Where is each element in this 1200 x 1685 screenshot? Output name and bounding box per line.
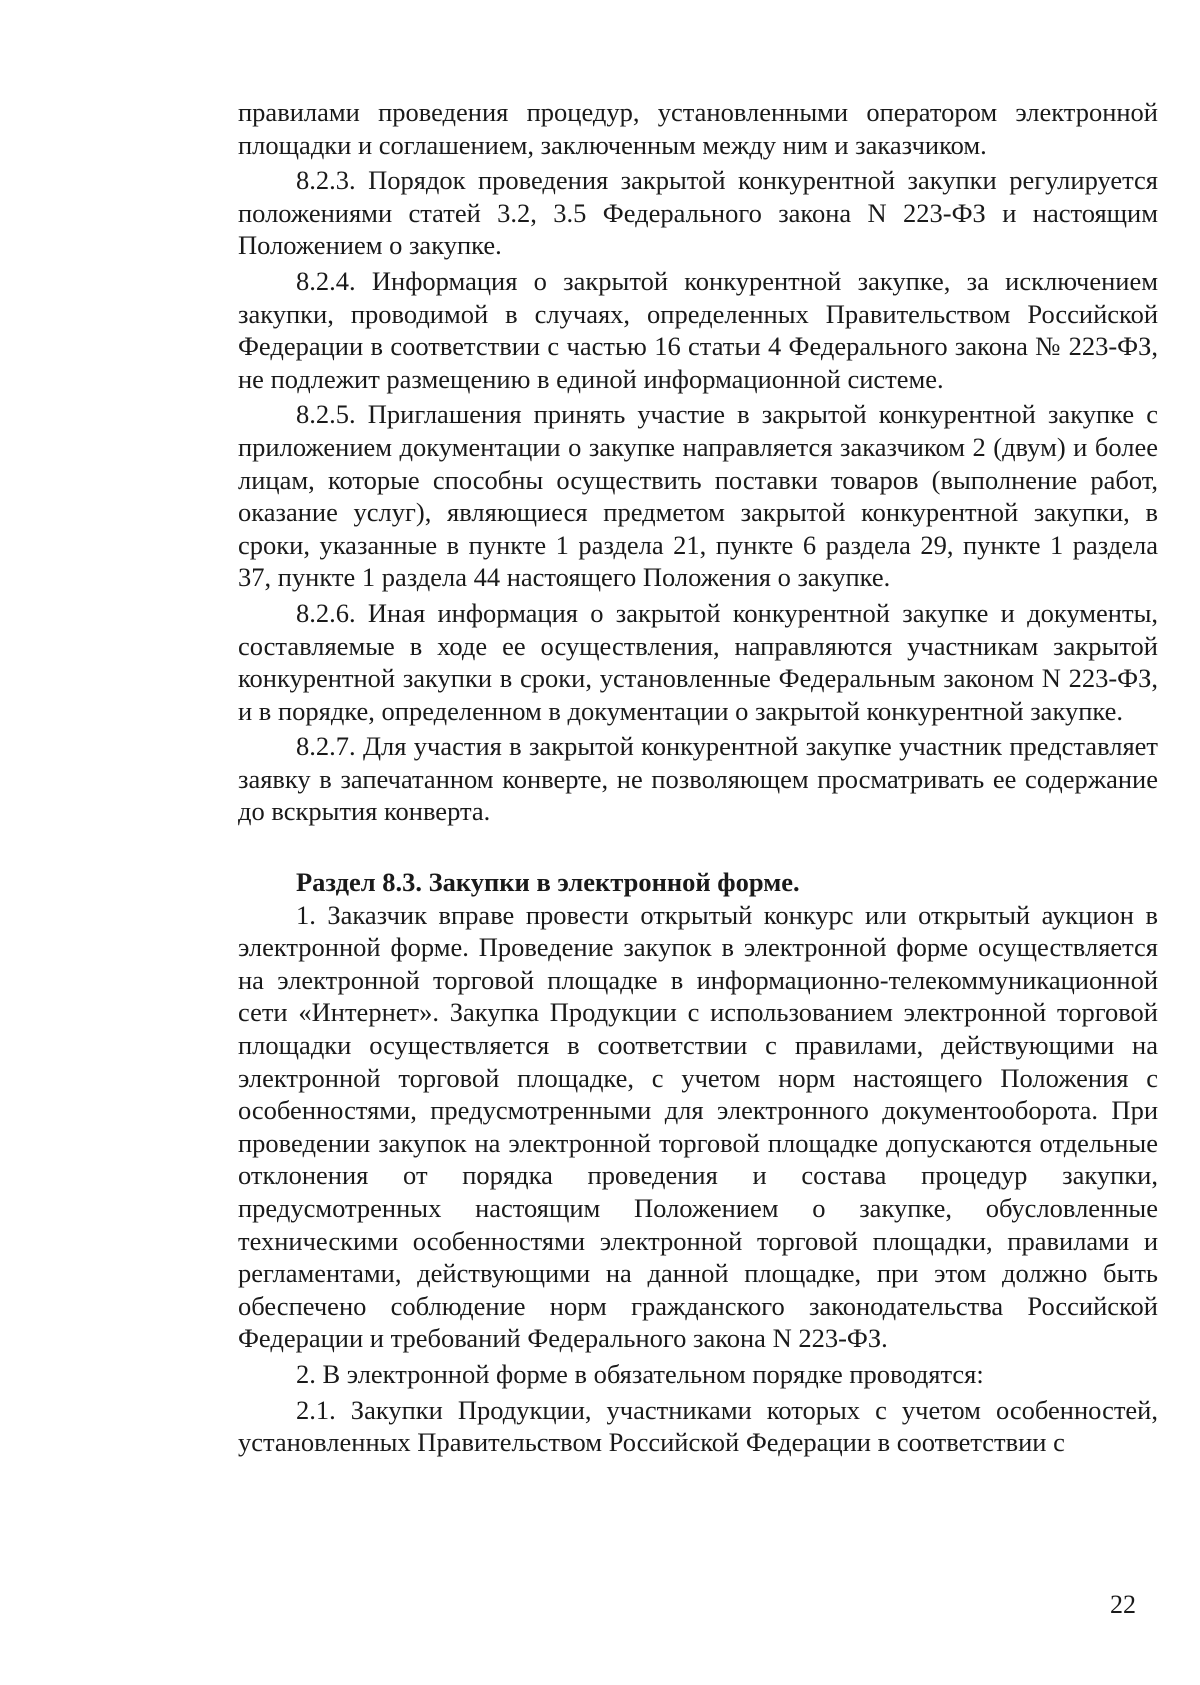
section-heading: Раздел 8.3. Закупки в электронной форме. [296, 867, 800, 898]
section-paragraph-1: 1. Заказчик вправе провести открытый конкурс или открытый аукцион в электронной форме. Проведение закупок в электронной форме осуществляется на электронной торговой площадке в информационно-телекоммуникационной сети «Интернет». Закупка Продукции с использованием электронной торговой площадки осуществляется в соответствии с правилами, действующими на электронной торговой площадке, с учетом норм настоящего Положения с особенностями, предусмотренными для электронного документооборота. При проведении закупок на электронной торговой площадке допускаются отдельные отклонения от порядка проведения и состава процедур закупки, предусмотренных настоящим Положением о закупке, обусловленные техническими особенностями электронной торговой площадки, правилами и регламентами, действующими на данной площадке, при этом должно быть обеспечено соблюдение норм гражданского законодательства Российской Федерации и требований Федерального закона N 223-ФЗ. [238, 899, 1158, 1354]
paragraph-8-2-7: 8.2.7. Для участия в закрытой конкурентной закупке участник представляет заявку в запечатанном конверте, не позволяющем просматривать ее содержание до вскрытия конверта. [238, 731, 1158, 827]
paragraph-continuation: правилами проведения процедур, установленными оператором электронной площадки и соглашением, заключенным между ним и заказчиком. [238, 97, 1158, 160]
paragraph-8-2-6: 8.2.6. Иная информация о закрытой конкурентной закупке и документы, составляемые в ходе ее осуществления, направляются участникам закрытой конкурентной закупки в сроки, установленные Федеральным законом N 223-ФЗ, и в порядке, определенном в документации о закрытой конкурентной закупке. [238, 597, 1158, 726]
page-number: 22 [1110, 1590, 1136, 1619]
paragraph-8-2-5: 8.2.5. Приглашения принять участие в закрытой конкурентной закупке с приложением документации о закупке направляется заказчиком 2 (двум) и более лицам, которые способны осуществить поставки товаров (выполнение работ, оказание услуг), являющиеся предметом закрытой конкурентной закупки, в сроки, указанные в пункте 1 раздела 21, пункте 6 раздела 29, пункте 1 раздела 37, пункте 1 раздела 44 настоящего Положения о закупке. [238, 399, 1158, 593]
document-body [238, 96, 1158, 1459]
section-paragraph-2-1: 2.1. Закупки Продукции, участниками которых с учетом особенностей, установленных Правительством Российской Федерации в соответствии с [238, 1394, 1158, 1458]
paragraph-8-2-3: 8.2.3. Порядок проведения закрытой конкурентной закупки регулируется положениями статей 3.2, 3.5 Федерального закона N 223-ФЗ и настоящим Положением о закупке. [238, 165, 1158, 261]
section-paragraph-2: 2. В электронной форме в обязательном порядке проводятся: [296, 1358, 984, 1389]
paragraph-8-2-4: 8.2.4. Информация о закрытой конкурентной закупке, за исключением закупки, проводимой в случаях, определенных Правительством Российской Федерации в соответствии с частью 16 статьи 4 Федерального закона № 223-ФЗ, не подлежит размещению в единой информационной системе. [238, 265, 1158, 394]
